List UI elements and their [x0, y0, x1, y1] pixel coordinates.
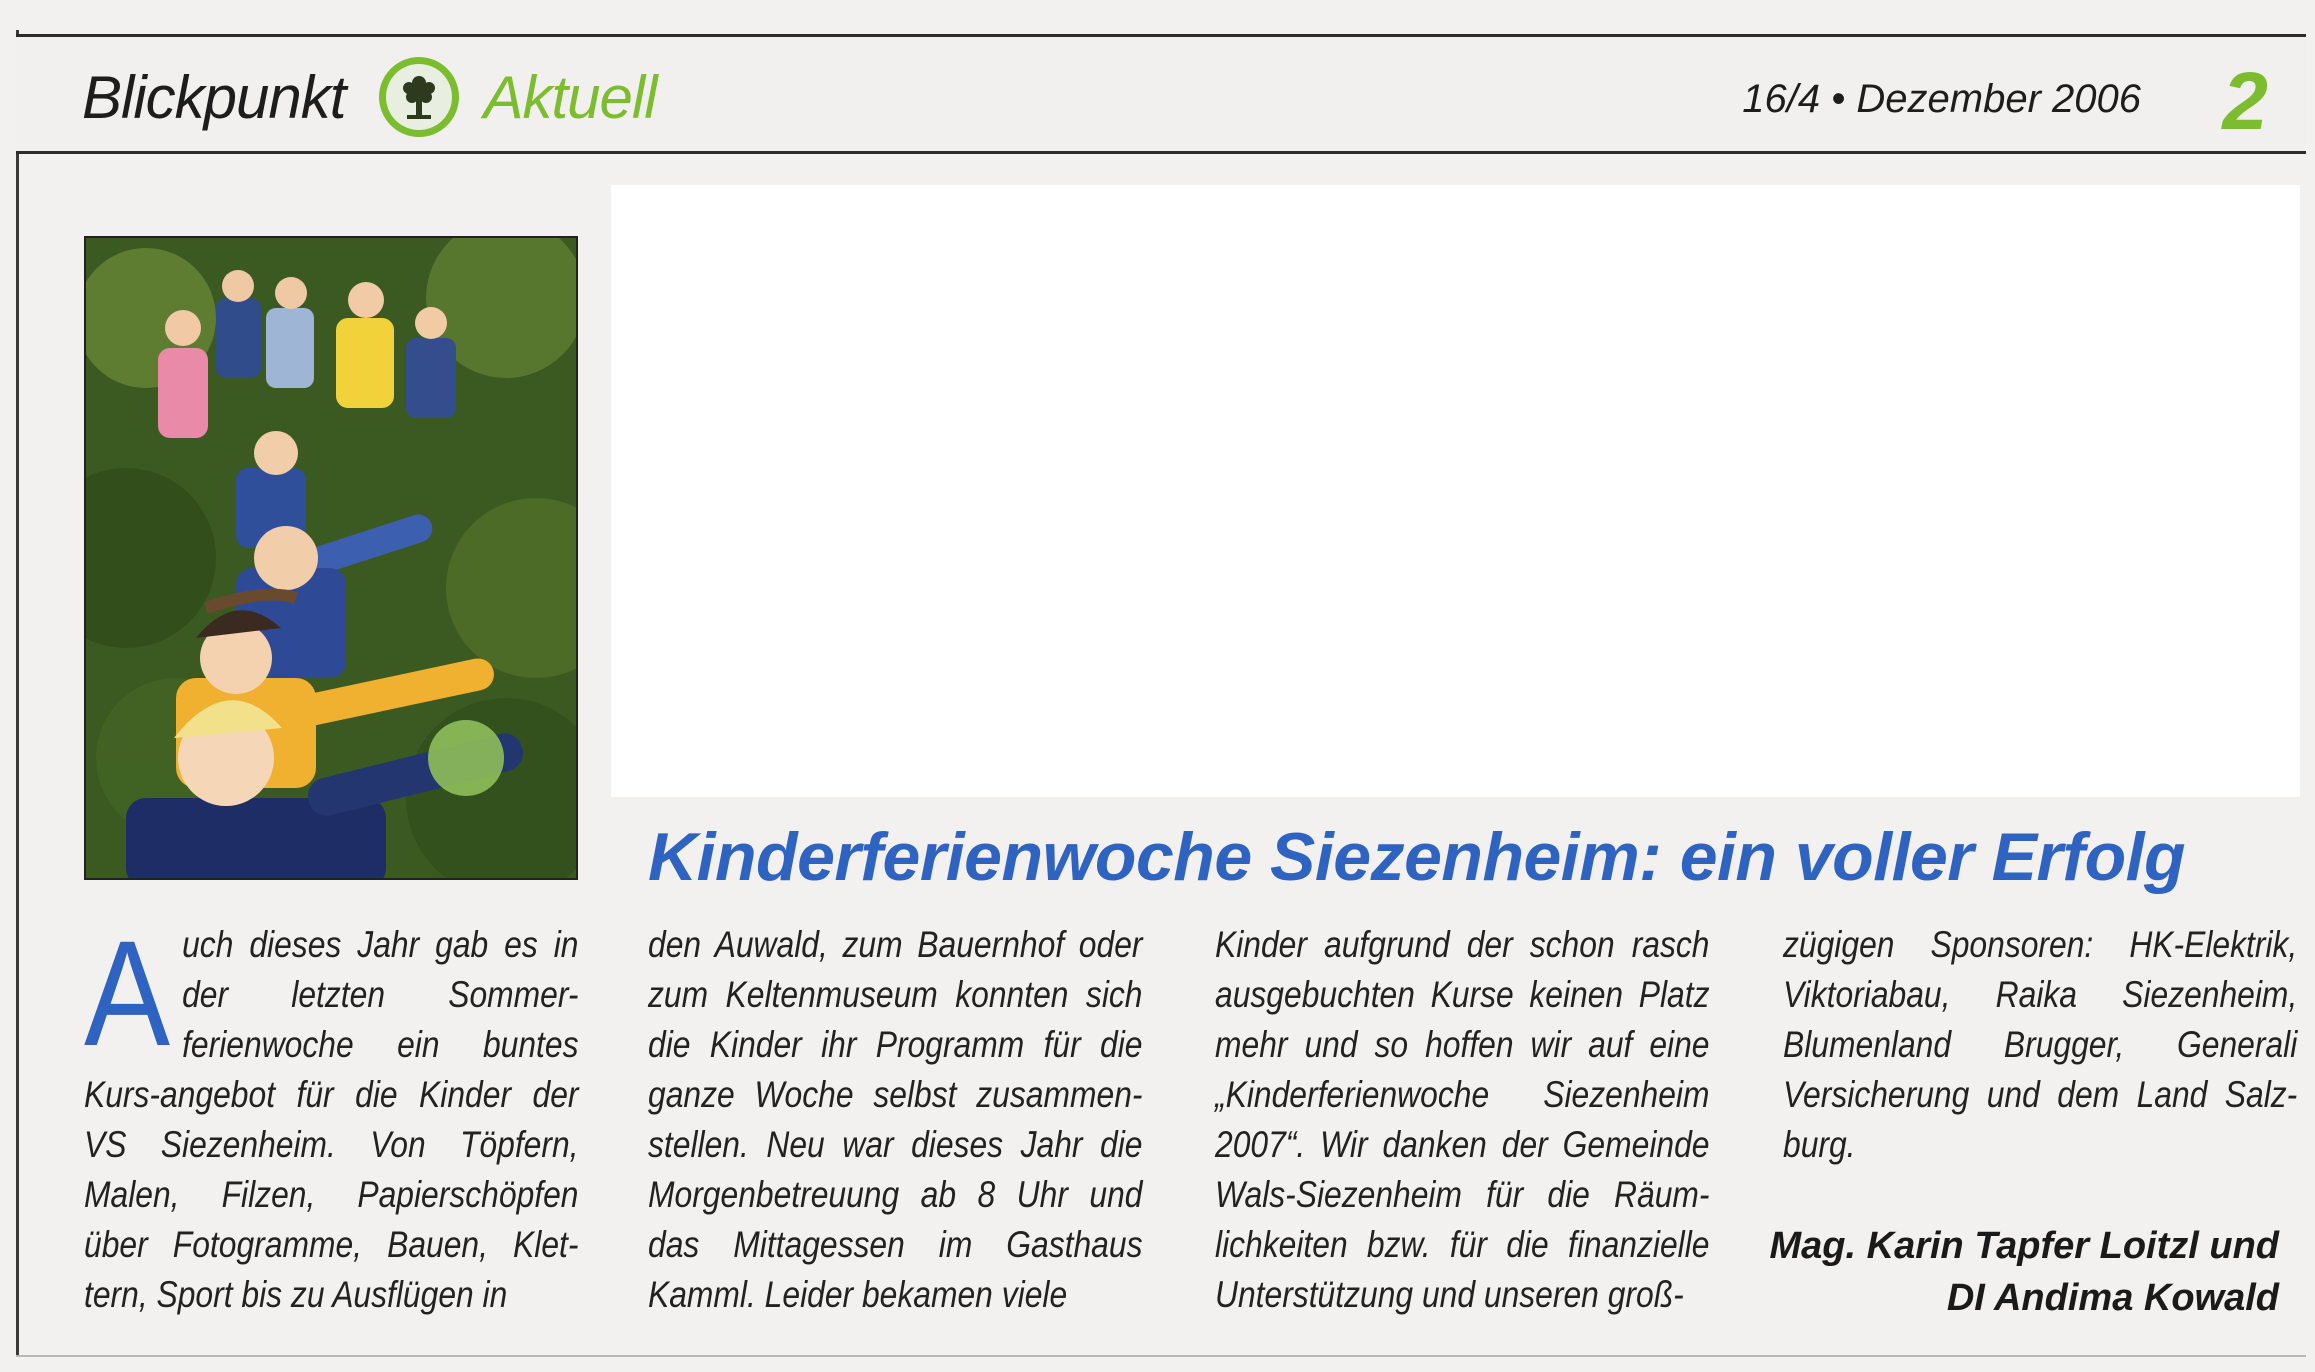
brand-blickpunkt: Blickpunkt [82, 63, 346, 131]
article-column-3: Kinder aufgrund der schon rasch ausgebuchten Kurse keinen Platz mehr und so hoffen wir auf eine „Kinderferienwoche Siezenheim 2007“. Wir danken der Gemeinde Wals-Siezenheim für die Räum-lichkeiten bzw. für die finanzielle Unterstützung und unseren groß- [1215, 924, 1710, 1315]
author-line-2: DI Andima Kowald [1946, 1277, 2279, 1319]
author-line-1: Mag. Karin Tapfer Loitzl und [1769, 1225, 2279, 1267]
page-number: 2 [2222, 56, 2268, 147]
author-credit [1770, 1220, 2279, 1324]
page-header [16, 34, 2306, 154]
bottom-rule [16, 1355, 2306, 1357]
article-column-1 [84, 909, 579, 1320]
brand-aktuell: Aktuell [483, 63, 657, 131]
tree-icon [377, 55, 461, 139]
article-headline: Kinderferienwoche Siezenheim: ein voller Erfolg [648, 819, 2186, 895]
issue-date: 16/4 • Dezember 2006 [1742, 77, 2141, 121]
column-1-text: uch dieses Jahr gab es in der letzten Sommer-ferienwoche ein buntes Kurs-angebot für die Kinder der VS Siezenheim. Von Töpfern, Malen, Filzen, Papierschöpfen über Fotogramme, Bauen, Klet-tern, Sport bis zu Ausflügen in [84, 924, 579, 1315]
children-in-forest-photo [84, 236, 578, 880]
dropcap: A [84, 909, 171, 1077]
brand [82, 57, 657, 137]
article-column-2: den Auwald, zum Bauernhof oder zum Keltenmuseum konnten sich die Kinder ihr Programm für die ganze Woche selbst zusammen-stellen. Neu war dieses Jahr die Morgenbetreuung ab 8 Uhr und das Mittagessen im Gasthaus Kamml. Leider bekamen viele [648, 924, 1143, 1315]
blank-area [611, 185, 2300, 797]
scan-edge [16, 30, 19, 1355]
article-column-4: zügigen Sponsoren: HK-Elektrik, Viktoriabau, Raika Siezenheim, Blumenland Brugger, Generali Versicherung und dem Land Salz-burg. [1783, 924, 2298, 1165]
